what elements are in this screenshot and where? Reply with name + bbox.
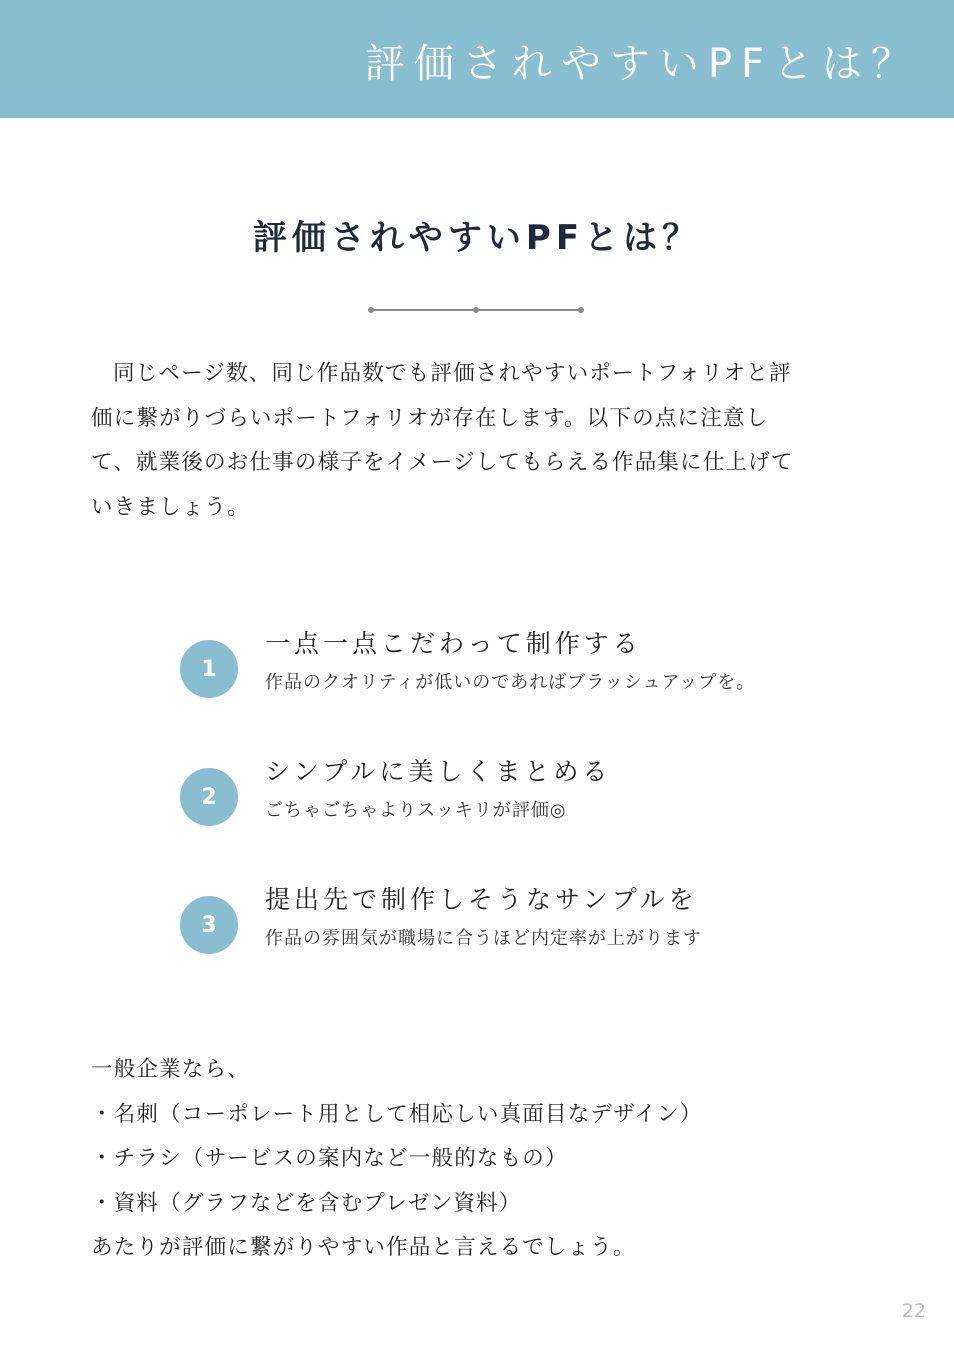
header-title: 評価されやすいPFとは？	[364, 41, 920, 87]
point-item-2	[180, 757, 860, 848]
intro-paragraph	[91, 352, 881, 530]
intro-line: て、就業後のお仕事の様子をイメージしてもらえる作品集に仕上げて	[91, 450, 794, 475]
divider-dot	[578, 307, 584, 313]
closing-paragraph	[91, 1048, 891, 1271]
title-divider	[367, 305, 585, 315]
point-description: ごちゃごちゃよりスッキリが評価◎	[265, 800, 567, 821]
header-band	[0, 0, 954, 118]
page-title: 評価されやすいPFとは？	[252, 218, 702, 258]
divider-dot	[368, 307, 374, 313]
point-title: シンプルに美しくまとめる	[265, 757, 612, 786]
page-number: 22	[901, 1300, 926, 1322]
number-badge: 1	[180, 640, 238, 698]
point-description: 作品のクオリティが低いのであればブラッシュアップを。	[265, 672, 756, 693]
point-item-3	[180, 885, 860, 976]
number-badge: 2	[180, 768, 238, 826]
number-badge: 3	[180, 896, 238, 954]
closing-line: ・名刺（コーポレート用として相応しい真面目なデザイン）	[91, 1101, 703, 1127]
point-description: 作品の雰囲気が職場に合うほど内定率が上がります	[265, 928, 702, 949]
point-title: 一点一点こだわって制作する	[265, 629, 642, 658]
divider-dot	[473, 307, 479, 313]
closing-line: 一般企業なら、	[91, 1057, 250, 1082]
closing-line: あたりが評価に繋がりやすい作品と言えるでしょう。	[91, 1235, 636, 1260]
closing-line: ・チラシ（サービスの案内など一般的なもの）	[91, 1146, 568, 1171]
intro-line: 価に繋がりづらいポートフォリオが存在します。以下の点に注意し	[91, 405, 769, 431]
intro-line: 同じページ数、同じ作品数でも評価されやすいポートフォリオと評	[113, 361, 792, 386]
intro-line: いきましょう。	[91, 494, 250, 520]
point-title: 提出先で制作しそうなサンプルを	[265, 885, 698, 914]
closing-line: ・資料（グラフなどを含むプレゼン資料）	[91, 1190, 522, 1216]
point-item-1	[180, 629, 860, 720]
